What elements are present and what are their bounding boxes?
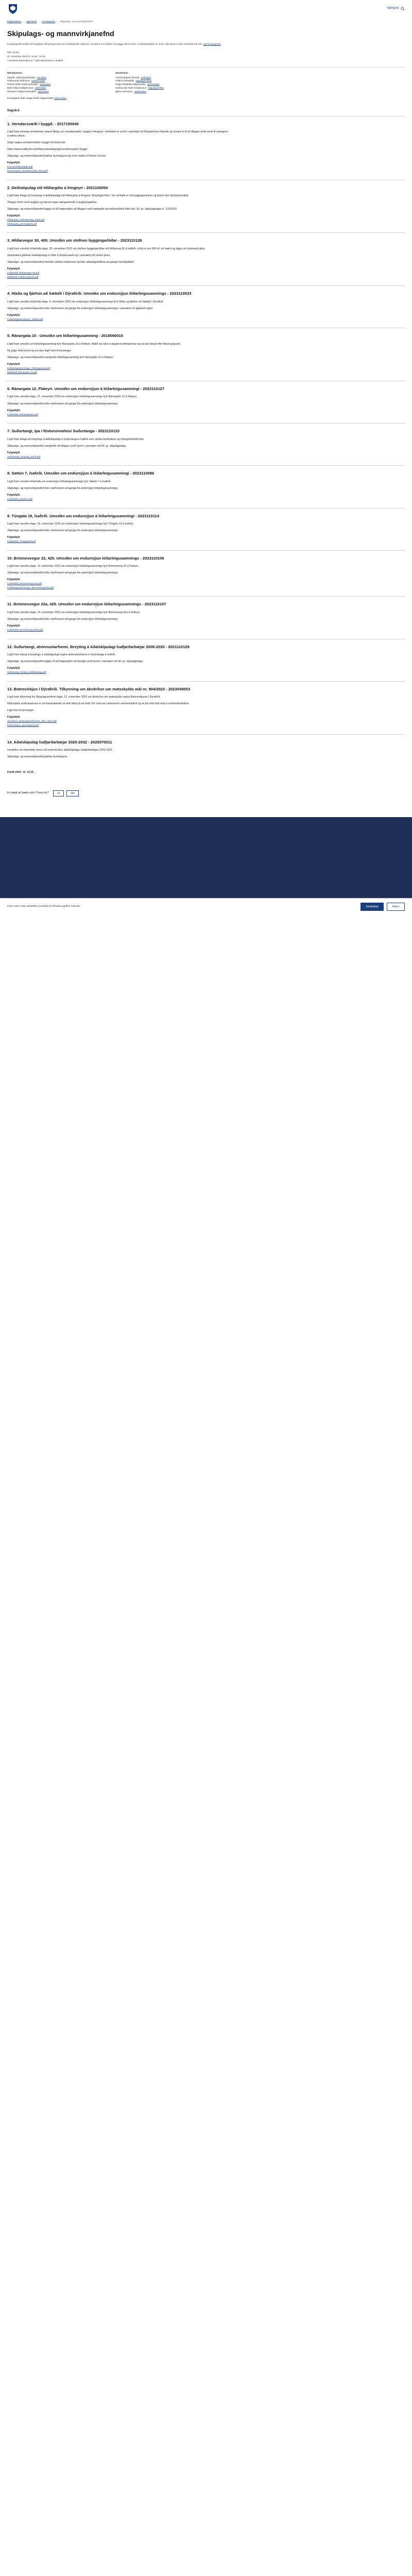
agenda-item-text: Lögð fram umsókn dags. 16. nóvember 2023 um endurnýjun lóðarleigusamnings fyrir Túngötu 19 á Ísafirði. — [7, 522, 134, 526]
closing-note: Fundi slitið - kl. 12:15. — [7, 770, 35, 774]
agenda-item-title[interactable]: 11. Brimnesvegur 22a, 425. Umsókn um endurnýjun lóðarleigusamnings - 2023110107 — [7, 602, 166, 607]
agenda-item-text: Lögð fram umsókn dags. 14. nóvember 2023 um endurnýjun lóðarleigusamnings fyrir Brimnesveg 22 á Flateyri. — [7, 564, 139, 568]
attachment-link[interactable]: Greinargerð_verndarsvæði_2023.pdf — [7, 170, 48, 173]
agenda-item-decision: Skipulags- og mannvirkjanefnd felur starfsmanni að ganga frá endurnýjun lóðarleigusamnings í samræmi við gildandi reglur. — [7, 307, 153, 310]
attendee-name: Hrefna Valdís Guðmundsdóttir — [7, 83, 39, 86]
attendee-name: Steinunn Guðný Einarsdóttir — [7, 90, 37, 93]
agenda-item-title[interactable]: 6. Ránargata 12, Flateyri. Umsókn um endurnýjun á lóðarleigusamningi - 2023110127 — [7, 386, 165, 392]
agenda-item-decision: Skipulags- og mannvirkjanefnd samþykkir lóðarleigusamning fyrir Ránargötu 10 á Flateyri. — [7, 355, 114, 359]
agenda-item-text: Lögð fram umsókn lóðarhafa dags. 6. nóvember 2023 um endurnýjun lóðarleigusamnings fyrir hlöðu og fjárhús að Sæbóli í Dýrafirði. — [7, 300, 164, 303]
agenda-item-text: Lögð fram umsókn dags. 14. nóvember 2023 um endurnýjun lóðarleigusamnings fyrir Brimnesveg 22a á Flateyri. — [7, 611, 141, 614]
staff-heading: Starfsmenn — [115, 71, 128, 74]
agenda-item-text: Ný gögn hafa borist og eru þau lögð fram til kynningar. — [7, 349, 72, 352]
cookie-decline-button[interactable]: Hafna — [387, 903, 405, 911]
agenda-item-text: https://www.isafjordur.is/is/thjonusta/skipulag/verndarsvaedi-i-byggd — [7, 148, 88, 151]
agenda-item — [7, 681, 405, 734]
agenda-item-decision: Skipulags- og mannvirkjanefnd þakkar kynninguna og vísar málinu til frekari vinnslu. — [7, 155, 107, 158]
agenda-item — [7, 423, 405, 465]
attendee-name: Sigríður Júlía Brynleifsdóttir — [7, 76, 36, 79]
agenda-item-title[interactable]: 13. Botnsvirkjun í Dýrafirði. Tilkynning um ákvörðun um matsskyldu mál nr. 904/2023 - 2023040053 — [7, 686, 191, 691]
feedback-yes-button[interactable]: Já — [53, 790, 64, 796]
agenda-item — [7, 734, 405, 768]
attachment-link[interactable]: Lóðarleigusamningur_Brimnesvegur22.pdf — [7, 586, 54, 589]
feedback-question: Er hægt að bæta síðu? Fann þú? — [7, 791, 49, 795]
attachments-label: Fylgiskjöl: — [7, 362, 21, 366]
agenda — [7, 109, 405, 768]
attachment-link[interactable]: Lóðarleigusamningur_Ránargata10.pdf — [7, 367, 50, 370]
breadcrumb-current: Skipulags- og mannvirkjanefnd — [60, 20, 93, 23]
breadcrumb-item[interactable]: Stjórnkerfi — [26, 20, 37, 23]
attachment-link[interactable]: Suðurtangi_breyting_2023.pdf — [7, 455, 41, 459]
agenda-item — [7, 116, 405, 180]
feedback — [7, 790, 405, 796]
attachment-link[interactable]: Lóðarblað_Brimnesvegur22a.pdf — [7, 629, 43, 632]
attachment-link[interactable]: Kort verndarsvæðis.pdf — [7, 166, 33, 169]
meeting-date: 23. nóvember 2023 kl. 10:30 - 12:15 — [7, 55, 45, 58]
attendee-name: Axel Rodriguez Överby — [115, 76, 140, 79]
attendee-role[interactable]: varaformaður — [31, 79, 45, 82]
agenda-item-title[interactable]: 2. Deiliskipulag við Hlíðargötu á Þingeyri - 2021100054 — [7, 185, 108, 190]
agenda-item-title[interactable]: 1. Verndarsvæði í byggð. - 2017100040 — [7, 121, 79, 126]
agenda-item-text: Niðurstaða stofnunarinnar er að framkvæmdin sé ekki líkleg til að hafa í för með sér umtalsverð umhverfisáhrif og sé því ekki háð mati á umhverfisáhrifum. — [7, 702, 190, 705]
agenda-item-title[interactable]: 7. Suðurtangi, Ipa í fósturunnahúsi Suðurtanga - 2023110123 — [7, 429, 120, 434]
menu-label: Valmynd — [387, 7, 399, 10]
attachments-label: Fylgiskjöl: — [7, 493, 21, 497]
agenda-item-text: Lögð fram umsókn dags. 21. nóvember 2023 um endurnýjun lóðarleigusamnings fyrir Ránargötu 12 á Flateyri. — [7, 395, 138, 399]
agenda-item — [7, 465, 405, 507]
agenda-item-text: Lögð fram lýsing á breytingu á aðalskipulagi vegna atvinnustarfsemi á Suðurtanga á Ísafirði. — [7, 653, 116, 656]
breadcrumb-separator: › — [39, 20, 40, 23]
attendee-role[interactable]: starfsmaður — [147, 83, 160, 86]
agenda-item-text: Umræður um framvindu vinnu við endurskoðun aðalskipulags Ísafjarðarbæjar 2020-2032. — [7, 748, 113, 752]
attendee-name: Birkir Helgi Guðbjörnsson — [7, 87, 34, 90]
attendee-role[interactable]: formaður — [37, 76, 47, 79]
cookie-text: Þessi vefur notar vafrakökur (cookies) til að bæta upplifun notenda. — [7, 905, 81, 908]
agenda-item — [7, 232, 405, 285]
agenda-item-text: Lögð fram umsókn lóðarhafa dags. 20. nóvember 2023 um stofnun byggingarlóðar við Hlíðarveg 30 á Ísafirði. Lóðin er um 650 m² að stærð og liggur að núverandi götu. — [7, 247, 205, 250]
members-heading: Nefndarmenn — [7, 71, 23, 74]
agenda-item-decision: Skipulags- og mannvirkjanefnd leggur til við bæjarstjórn að tillagan verði samþykkt og málsmeðferð lokið skv. 42. gr. skipulagslaga nr. 123/2010. — [7, 207, 178, 211]
attachment-link[interactable]: Lóðarblað_Sætún7.pdf — [7, 498, 32, 501]
attendee-role[interactable]: skipulagsfulltrúi — [135, 79, 152, 82]
attendee-name: Guðmundur Rafn Kristjánsson — [115, 87, 147, 90]
agenda-item — [7, 508, 405, 550]
attachments-label: Fylgiskjöl: — [7, 451, 21, 454]
meeting-number: 620. fundur — [7, 51, 20, 54]
cookie-banner — [0, 898, 412, 915]
agenda-item-decision: Skipulags- og mannvirkjanefnd felur starfsmanni að ganga frá endurnýjun lóðarleigusamnings. — [7, 571, 118, 574]
breadcrumb-separator: › — [23, 20, 24, 23]
agenda-item-decision: Skipulags- og mannvirkjanefnd felur starfsmanni að ganga frá endurnýjun lóðarleigusamnings. — [7, 617, 118, 621]
agenda-heading: Dagskrá — [7, 109, 20, 113]
attendee-name: Hulda Guðnadóttir — [115, 79, 134, 82]
agenda-item-decision: Skipulags- og mannvirkjanefnd felur starfsmanni að ganga frá endurnýjun lóðarleigusamnings. — [7, 529, 118, 532]
attachment-link[interactable]: Lóðarblað_Ránargata12.pdf — [7, 413, 38, 416]
attendee-role[interactable]: skipulagsfulltrúi — [148, 87, 164, 90]
agenda-item — [7, 381, 405, 423]
attachments-label: Fylgiskjöl: — [7, 161, 21, 165]
attachment-link[interactable]: Lóðarleigusamningur_Sæból.pdf — [7, 318, 43, 321]
agenda-item-title[interactable]: 5. Ránargata 10 - Umsókn um lóðarleigusamning - 2018060015 — [7, 333, 123, 338]
attachments-label: Fylgiskjöl: — [7, 313, 21, 317]
attachment-link[interactable]: Lóðarblað_Túngata19.pdf — [7, 540, 36, 543]
agenda-item-title[interactable]: 8. Sætún 7, Ísafirði. Umsókn um endurnýjun á lóðarleigusamningi - 2023110086 — [7, 471, 154, 476]
agenda-item-text: Tillagan hefur verið auglýst og bárust engar athugasemdir á auglýsingatíma. — [7, 200, 97, 204]
coat-of-arms-icon[interactable] — [7, 3, 19, 15]
agenda-item-text: Gögn vegna verndarsvæðis í byggð má finna hér: — [7, 141, 66, 144]
lead-link[interactable]: Sjá fundargerðir — [203, 43, 221, 46]
attachments-label: Fylgiskjöl: — [7, 214, 21, 218]
attendee-row — [115, 87, 203, 90]
agenda-item-decision: Skipulags- og mannvirkjanefnd felur starfsmanni að ganga frá endurnýjun lóðarleigusamnings. — [7, 402, 118, 405]
agenda-item-text: Lögð fram tilkynning frá Skipulagsstofnun dags. 21. nóvember 2023 um ákvörðun um matsskyldu vegna Botnsvirkjunar í Dýrafirði. — [7, 695, 161, 699]
attendee-role[interactable]: sviðsstjóri — [141, 76, 151, 79]
attachment-link[interactable]: Botnsvirkjun_greinargerð.pdf — [7, 724, 39, 727]
attendee-row — [7, 90, 95, 94]
meeting-info — [7, 50, 405, 62]
agenda-item-title[interactable]: 12. Suðurtangi, atvinnustarfsemi. Breyting á Aðalskipulagi Ísafjarðarbæjar 2008-2020 - 2021110129 — [7, 644, 190, 649]
attachments-label: Fylgiskjöl: — [7, 267, 21, 270]
breadcrumb-item[interactable]: Fundargerðir — [42, 20, 56, 23]
attendee-name: Bjarni Sveinsson — [115, 90, 133, 93]
attendee-role[interactable]: aðalmaður — [38, 90, 49, 93]
attachments-label: Fylgiskjöl: — [7, 666, 21, 670]
agenda-item — [7, 180, 405, 233]
attachment-link[interactable]: Hlíðargata_deiliskipulag_2023.pdf — [7, 219, 45, 222]
menu-button[interactable] — [387, 6, 405, 11]
agenda-item-decision: Skipulags- og mannvirkjanefnd heimilar stofnun lóðarinnar og felur skipulagsfulltrúa að ganga frá lóðarblaði. — [7, 260, 134, 264]
attachments-label: Fylgiskjöl: — [7, 624, 21, 628]
breadcrumb — [0, 18, 412, 25]
breadcrumb-home[interactable]: Ísafjarðarbær — [7, 20, 22, 23]
attachment-link[interactable]: Lóðarblað Hlíðarvegur 30.pdf — [7, 272, 40, 275]
page-lead: Fundargerðir kveðst að bregðast við fyrirspurnum um fundargerðir ráðanna. Fundirnir eru haldnir á tveggja vikna fresti, á miðvikudögum kl. 8:15. Sjá nánar á síðu nefndarinnar hér. Sjá fundargerðir — [7, 43, 221, 46]
agenda-item — [7, 639, 405, 681]
top-bar — [0, 0, 412, 18]
attachments-label: Fylgiskjöl: — [7, 535, 21, 539]
feedback-no-button[interactable]: Nei — [66, 790, 79, 796]
agenda-item — [7, 328, 405, 381]
agenda-item-text: Lögð fram tillaga að breytingu á deiliskipulagi á Suðurtanga á Ísafirði sem varðar landnotkun og nýtingarhlutfall lóða. — [7, 437, 145, 441]
attachments-label: Fylgiskjöl: — [7, 409, 21, 412]
agenda-item-decision: Skipulags- og mannvirkjanefnd þakkar kynninguna. — [7, 755, 68, 758]
agenda-item-decision: Skipulags- og mannvirkjanefnd samþykkir að tillagan verði kynnt í samræmi við 40. gr. skipulagslaga. — [7, 444, 127, 448]
cookie-accept-button[interactable]: Samþykkja — [360, 903, 383, 911]
agenda-item-title[interactable]: 10. Brimnesvegur 22, 425. Umsókn um endurnýjun lóðarleigusamnings - 2023110106 — [7, 555, 164, 561]
attachment-link[interactable]: Lóðarblað_Brimnesvegur22.pdf — [7, 583, 42, 586]
agenda-item-decision: Skipulags- og mannvirkjanefnd leggur til við bæjarstjórn að lýsingin verði kynnt í samræmi við 30. gr. skipulagslaga. — [7, 659, 144, 663]
agenda-item-decision: Lagt fram til kynningar. — [7, 709, 35, 713]
attachment-link[interactable]: Suðurtangi_lýsing_aðalskipulag.pdf — [7, 671, 46, 674]
attendee-name: Helga Pálsdóttir Magnúsdóttir — [115, 83, 146, 86]
footer — [0, 817, 412, 915]
agenda-item-text: Samkvæmt gildandi aðalskipulagi er lóðin á íbúðarsvæði og í samræmi við stefnu þess. — [7, 253, 111, 257]
attendee-role[interactable]: aðalmaður — [35, 87, 46, 90]
agenda-item — [7, 285, 405, 328]
agenda-item — [7, 550, 405, 597]
agenda-item-decision: Skipulags- og mannvirkjanefnd felur starfsmanni að ganga frá endurnýjun lóðarleigusamnings. — [7, 486, 118, 490]
agenda-item-text: Lögð fram umsókn um lóðarleigusamning fyrir Ránargötu 10 á Flateyri. Málið var áður á dagskrá nefndarinnar og var þá óskað eftir frekari gögnum. — [7, 342, 181, 346]
attachment-link[interactable]: Mæliblað_Hlíðarvegur30.pdf — [7, 276, 39, 279]
members-column — [7, 72, 95, 94]
attachment-link[interactable]: Mæliblað Ránargata 10.pdf — [7, 371, 37, 374]
search-icon[interactable] — [401, 7, 405, 11]
meeting-place: í fundarsal bæjarstjórnar í Stjórnsýsluhúsinu á Ísafirði — [7, 59, 63, 62]
page-title: Skipulags- og mannvirkjanefnd — [7, 29, 114, 38]
agenda-item-text: Lögð fram kynning verkefnisins ásamt tillögu um verndarsvæði í byggð á Þingeyri. Verkefnið er unnið í samstarfi við Minjastofnun Íslands og vonast er til að tillagan verði send til umsagnar á næstu vikum. — [7, 130, 228, 138]
attendee-name: Guðmundur Rafnsson — [7, 79, 30, 82]
attachment-link[interactable]: Hlíðargata_greinargerð.pdf — [7, 223, 37, 226]
attendee-role[interactable]: starfsmaður — [134, 90, 147, 93]
agenda-item-title[interactable]: 9. Túngata 19, Ísafirði. Umsókn um endurnýjun á lóðarleigusamningi - 2023110114 — [7, 513, 159, 518]
attendee-role[interactable]: aðalmaður — [40, 83, 51, 86]
agenda-item-text: Lögð fram tillaga að breytingu á deiliskipulagi við Hlíðargötu á Þingeyri. Breytingin felur í sér að bætt er við byggingarreitum og lóðum fyrir íbúðarhúsnæði. — [7, 194, 189, 197]
attachments-label: Fylgiskjöl: — [7, 716, 21, 719]
agenda-item-title[interactable]: 4. Hlaða og fjárhús að Sæbóli í Dýrafirði. Umsókn um endurnýjun lóðarleigusamnings - 2023110033 — [7, 291, 192, 296]
attendees — [7, 72, 405, 94]
agenda-item-title[interactable]: 14. Aðalskipulag Ísafjarðarbæjar 2020-2032 - 2020070011 — [7, 739, 112, 744]
attachments-label: Fylgiskjöl: — [7, 578, 21, 582]
agenda-item — [7, 596, 405, 638]
attachment-link[interactable]: Ákvörðun_Skipulagsstofnunar_904_2023.pdf — [7, 720, 57, 723]
attendee-row — [115, 90, 203, 94]
agenda-item-text: Lögð fram umsókn lóðarhafa um endurnýjun lóðarleigusamnings fyrir Sætún 7 á Ísafirði. — [7, 480, 111, 483]
secretary: Fundargerð ritaði: Helga Þórdís Magnúsdóttir starfsmaður — [7, 97, 67, 100]
agenda-item-title[interactable]: 3. Hlíðarvegur 30, 400. Umsókn um stofnun byggingarlóðar - 2023110126 — [7, 238, 142, 243]
staff-column — [115, 72, 203, 94]
breadcrumb-separator: › — [57, 20, 58, 23]
